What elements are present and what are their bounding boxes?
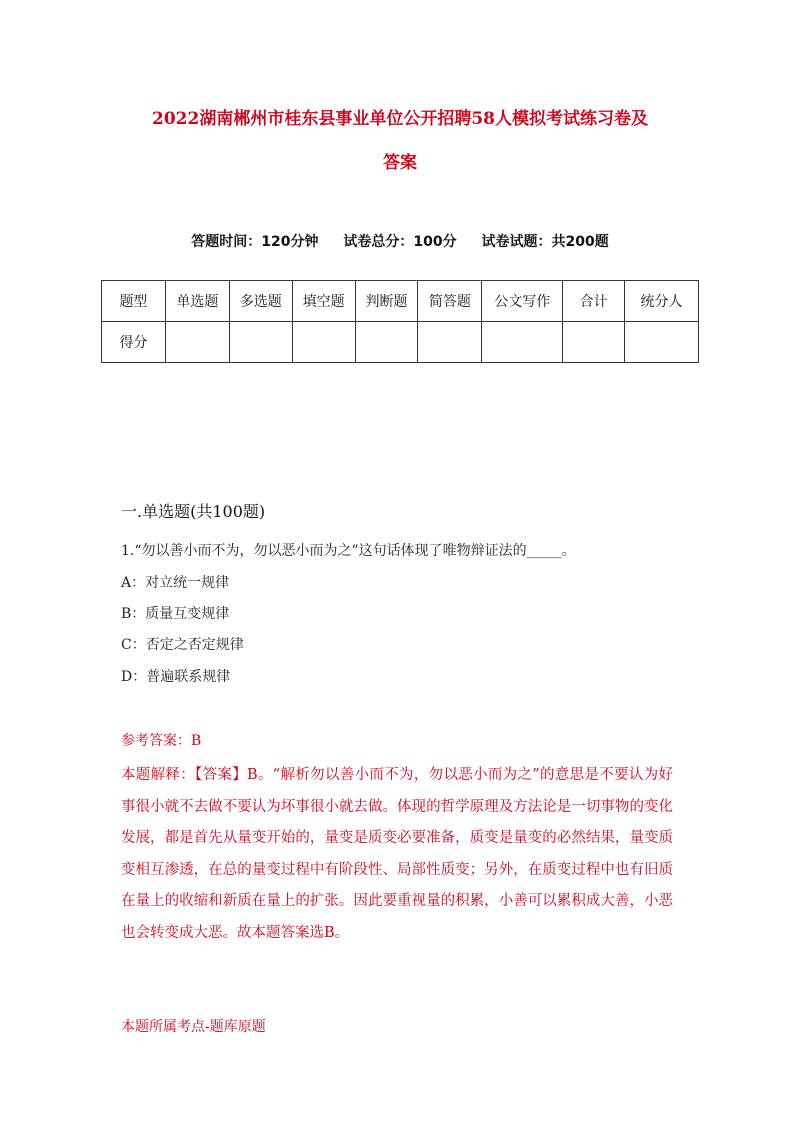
option-b: B：质量互变规律 xyxy=(121,606,230,622)
score-table xyxy=(101,280,699,363)
score-table-header-row xyxy=(102,281,699,322)
score-header-cell: 单选题 xyxy=(165,281,229,322)
score-cell[interactable] xyxy=(563,322,625,363)
score-cell[interactable] xyxy=(418,322,482,363)
exam-question-count: 试卷试题：共200题 xyxy=(481,234,609,250)
score-header-cell: 填空题 xyxy=(292,281,355,322)
option-d: D：普遍联系规律 xyxy=(121,669,231,685)
score-cell[interactable] xyxy=(292,322,355,363)
score-cell[interactable] xyxy=(165,322,229,363)
answer-explanation: 本题解释：【答案】B。“解析勿以善小而不为，勿以恶小而为之”的意思是不要认为好事很小就不去做不要认为坏事很小就去做。体现的哲学原理及方法论是一切事物的变化发展，都是首先从量变开始的，量变是质变必要准备，质变是量变的必然结果，量变质变相互渗透，在总的量变过程中有阶段性、局部性质变；另外，在质变过程中也有旧质在量上的收缩和新质在量上的扩张。因此要重视量的积累，小善可以累积成大善，小恶也会转变成大恶。故本题答案选B。 xyxy=(121,767,673,941)
reference-answer: 参考答案：B xyxy=(121,733,202,749)
option-a: A：对立统一规律 xyxy=(121,575,230,591)
document-title-line1: 2022湖南郴州市桂东县事业单位公开招聘58人模拟考试练习卷及 xyxy=(152,109,648,129)
document-title-line2: 答案 xyxy=(383,153,417,173)
exam-time: 答题时间：120分钟 xyxy=(191,234,319,250)
score-header-cell: 合计 xyxy=(563,281,625,322)
score-header-cell: 判断题 xyxy=(355,281,418,322)
score-cell[interactable] xyxy=(355,322,418,363)
score-header-cell: 统分人 xyxy=(625,281,699,322)
score-cell[interactable] xyxy=(482,322,563,363)
score-header-cell: 题型 xyxy=(102,281,166,322)
score-header-cell: 简答题 xyxy=(418,281,482,322)
exam-meta xyxy=(100,231,700,251)
score-table-score-row xyxy=(102,322,699,363)
question-source: 本题所属考点-题库原题 xyxy=(121,1019,266,1035)
option-c: C：否定之否定规律 xyxy=(121,637,244,653)
question-stem: 1.“勿以善小而不为，勿以恶小而为之”这句话体现了唯物辩证法的_____。 xyxy=(121,543,576,559)
exam-total-score: 试卷总分：100分 xyxy=(343,234,457,250)
score-cell[interactable] xyxy=(625,322,699,363)
score-header-cell: 多选题 xyxy=(229,281,292,322)
score-cell[interactable] xyxy=(229,322,292,363)
score-header-cell: 公文写作 xyxy=(482,281,563,322)
score-row-label: 得分 xyxy=(102,322,166,363)
section-title: 一.单选题(共100题) xyxy=(121,502,266,521)
